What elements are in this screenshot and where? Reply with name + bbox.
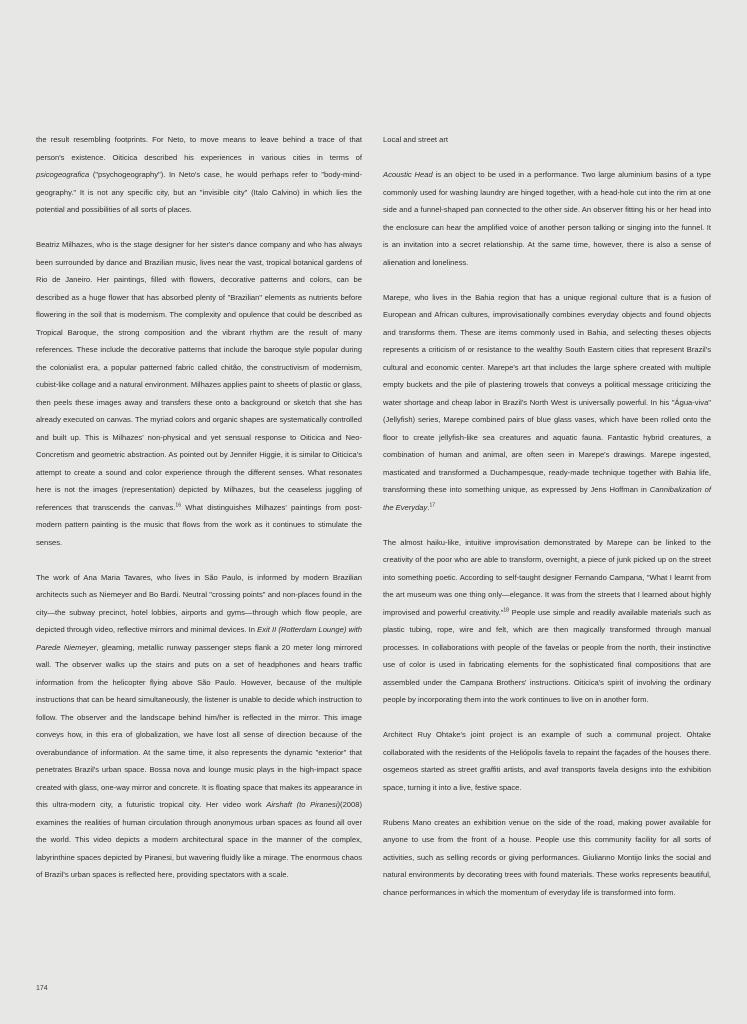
paragraph-marepe: Marepe, who lives in the Bahia region that has a unique regional culture that is a fusion of European and African cultures, improvisationally combines everyday objects and found objects and transforms them. These are items commonly used in Bahia, and selecting theses objects represents a criticism of or resistance to the wealthy South Eastern cities that represent Brazil's cultural and economic center. Marepe's art that includes the large sphere created with multiple empty buckets and the pile of plastering trowels that conveys a political message criticizing the water shortage and cheap labor in Brazil's North West is universally powerful. In his "Água-viva" (Jellyfish) series, Marepe combined pairs of blue glass vases, which have been rolled onto the floor to create jellyfish-like sea creatures and aquatic fauna. Fantastic hybrid creatures, a combination of human and animal, are often seen in Marepe's drawings. Marepe ingested, masticated and transformed a Duchampesque, ready-made technique together with Bahia life, transforming these into something unique, as expressed by Jens Hoffman in Cannibalization of the Everyday.$^{17}$ [383, 292, 711, 512]
footnote-ref: 17 [429, 501, 436, 508]
paragraph-campana: The almost haiku-like, intuitive improvisation demonstrated by Marepe can be linked to the creativity of the poor who are able to transform, overnight, a piece of junk picked up on the street into something poetic. According to self-taught designer Fernando Campana, "What I learnt from the art museum was one thing only—elegance. It was from the streets that I learned about highly improvised and powerful creativity."$^{18}$ People use simple and readily available materials such as plastic tubing, rope, wire and felt, which are then magically transformed through manual processes. In collaborations with people of the favelas or people from the north, their instinctive use of color is used in fabricating elements for the sophisticated final compositions that are assembled under the Campana Brothers' instructions. Oiticica's spirit of involving the ordinary people by incorporating them into the work continues to live on in another form. [383, 537, 712, 704]
footnote-ref: 16 [175, 501, 181, 508]
page-number: 174 [36, 985, 48, 992]
paragraph-milhazes: Beatriz Milhazes, who is the stage designer for her sister's dance company and who has always been surrounded by dance and Brazilian music, lives near the vast, tropical botanical gardens of Rio de Janeiro. Her paintings, filled with flowers, decorative patterns and colors, can be described as a huge flower that has absorbed plenty of "Brazilian" elements as nutrients before flowering in the soil that is modernism. The complexity and opulence that could be described as Tropical Baroque, the strong composition and the vibrant rhythm are the result of many references. These include the decorative patterns that include the baroque style popular during the colonialist era, a popular patterned fabric called chitão, the constructivism of modernism, cubist-like collage and a natural environment. Milhazes applies paint to sheets of plastic or glass, then peels these images away and transfers these onto a background or sketch that she has already executed on canvas. The myriad colors and organic shapes are systematically controlled and built up. This is Milhazes' non-physical and yet sensual response to Oiticica and Neo-Concretism and geometric abstraction. As pointed out by Jennifer Higgie, it is similar to Oiticica's attempt to create a sound and color experience through the different senses. What resonates here is not the images (representation) depicted by Milhazes, but the ceaseless juggling of references that transcends the canvas.$^{16}$ What distinguishes Milhazes' paintings from post-modern pattern painting is the music that flows from the work as it continues to stimulate the senses. [36, 240, 362, 547]
paragraph-ohtake: Architect Ruy Ohtake's joint project is an example of such a communal project. Ohtake collaborated with the residents of the Heliópolis favela to repaint the façades of the houses there. osgemeos started as street graffiti artists, and avaf transports favela designs into the exhibition space, turning it into a live, festive space. [383, 730, 711, 792]
section-heading: Local and street art [383, 135, 449, 144]
paragraph-acoustic-head: Acoustic Head is an object to be used in a performance. Two large aluminium basins of a type commonly used for washing laundry are hinged together, with a head-hole cut into the rim at one side and a funnel-shaped pan connected to the other side. An observer fitting his or her head into the enclosure can hear the amplified voice of another person talking or singing into the funnel. It is an invitation into a secret relationship. At the same time, however, there is also a sense of alienation and loneliness. [383, 170, 711, 267]
paragraph-tavares: The work of Ana Maria Tavares, who lives in São Paulo, is informed by modern Brazilian architects such as Niemeyer and Bo Bardi. Neutral "crossing points" and non-places found in the city—the subway precinct, hotel lobbies, airports and gyms—through which flow people, are depicted through video, reflective mirrors and minimal devices. In Exit II (Rotterdam Lounge) with Parede Niemeyer, gleaming, metallic runway passenger steps flank a 20 meter long mirrored wall. The observer walks up the stairs and puts on a set of headphones and hears traffic information from the helicopter flying above São Paulo. However, because of the multiple instructions that can be heard simultaneously, the listener is unable to decide which instruction to follow. The observer and the landscape behind him/her is reflected in the mirror. This image conveys how, in this era of globalization, we have lost all sense of direction because of the overabundance of information. At the same time, it also represents the dynamic "exterior" that penetrates Brazil's urban space. Bossa nova and lounge music plays in the high-impact space created with glass, one-way mirror and concrete. It is floating space that makes its appearance in this ultra-modern city, a futuristic tropical city. Her video work Airshaft (to Piranesi)(2008) examines the realities of human circulation through anonymous urban spaces as found all over the world. This video depicts a modern architectural space in the manner of the complex, labyrinthine spaces depicted by Piranesi, but wavering fluidly like a mirage. The enormous chaos of Brazil's urban spaces is reflected here, providing spectators with a scale. [36, 572, 363, 879]
paragraph-mano: Rubens Mano creates an exhibition venue on the side of the road, making power available for anyone to use from the front of a house. People use this community facility for all sorts of activities, such as selling records or giving performances. Giulianno Montijo links the social and natural environments by decorating trees with found materials. These works represents beautiful, chance performances in which the momentum of everyday life is transformed into form. [383, 817, 711, 897]
left-column [36, 131, 362, 901]
paragraph-neto: the result resembling footprints. For Neto, to move means to leave behind a trace of that person's existence. Oiticica described his experiences in various cities in terms of psicogeografica ("psychogeography"). In Neto's case, he would perhaps refer to "body-mind-geography." It is not any specific city, but an "invisible city" (Italo Calvino) in which lies the potential and possibilities of all sorts of places. [36, 135, 362, 214]
right-column [383, 131, 711, 919]
footnote-ref: 18 [503, 606, 509, 613]
